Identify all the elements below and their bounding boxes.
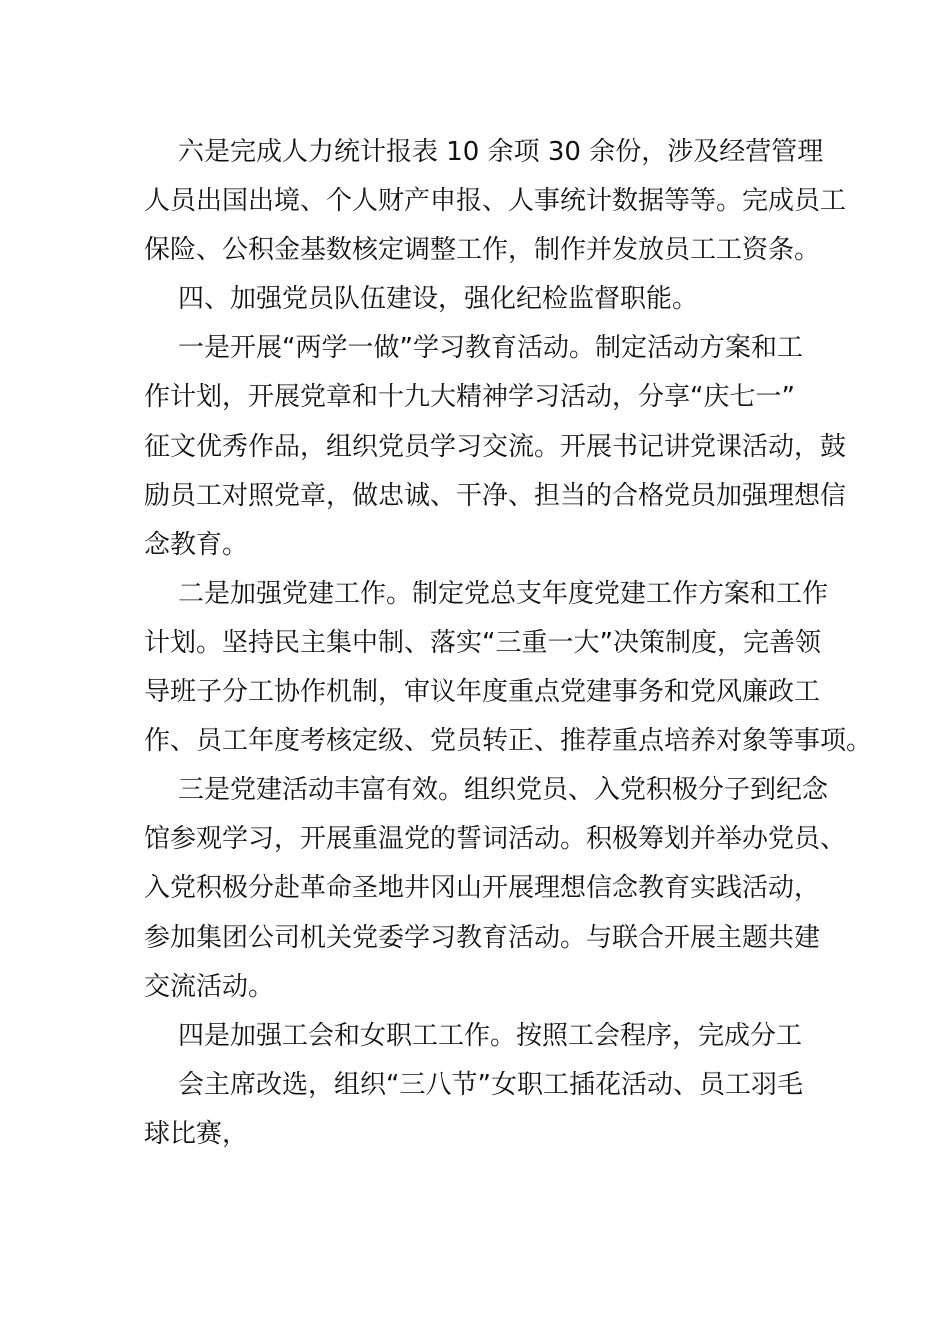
item-3-line-1: 三是党建活动丰富有效。组织党员、入党积极分子到纪念: [178, 775, 829, 806]
item-1-line-2: 作计划，开展党章和十九大精神学习活动，分享“庆七一”: [144, 382, 795, 413]
item-2-line-3: 导班子分工协作机制，审议年度重点党建事务和党风廉政工: [144, 677, 821, 708]
item-4-line-3: 球比赛，: [144, 1118, 249, 1149]
item-3-line-4: 参加集团公司机关党委学习教育活动。与联合开展主题共建: [144, 922, 821, 953]
section-4-heading: 四、加强党员队伍建设，强化纪检监督职能。: [178, 284, 699, 315]
item-1-line-5: 念教育。: [144, 529, 249, 560]
item-4-line-1: 四是加强工会和女职工工作。按照工会程序，完成分工: [178, 1020, 803, 1051]
item-3-line-3: 入党积极分赴革命圣地井冈山开展理想信念教育实践活动，: [144, 873, 821, 904]
item-2-line-2: 计划。坚持民主集中制、落实“三重一大”决策制度，完善领: [144, 627, 821, 658]
item-4-line-2: 会主席改选，组织“三八节”女职工插花活动、员工羽毛: [178, 1069, 803, 1100]
item-2-line-1: 二是加强党建工作。制定党总支年度党建工作方案和工作: [178, 578, 829, 609]
paragraph-6-line-3: 保险、公积金基数核定调整工作，制作并发放员工工资条。: [144, 235, 821, 266]
document-body: [144, 128, 873, 1159]
item-3-line-2: 馆参观学习，开展重温党的誓词活动。积极筹划并举办党员、: [144, 824, 847, 855]
item-3-line-5: 交流活动。: [144, 971, 275, 1002]
item-2-line-4: 作、员工年度考核定级、党员转正、推荐重点培养对象等事项。: [144, 726, 873, 757]
item-1-line-1: 一是开展“两学一做”学习教育活动。制定活动方案和工: [178, 333, 803, 364]
paragraph-6-line-1: 六是完成人力统计报表 10 余项 30 余份，涉及经营管理: [178, 137, 824, 167]
item-1-line-4: 励员工对照党章，做忠诚、干净、担当的合格党员加强理想信: [144, 480, 847, 511]
item-1-line-3: 征文优秀作品，组织党员学习交流。开展书记讲党课活动，鼓: [144, 431, 847, 462]
paragraph-6-line-2: 人员出国出境、个人财产申报、人事统计数据等等。完成员工: [144, 186, 847, 217]
